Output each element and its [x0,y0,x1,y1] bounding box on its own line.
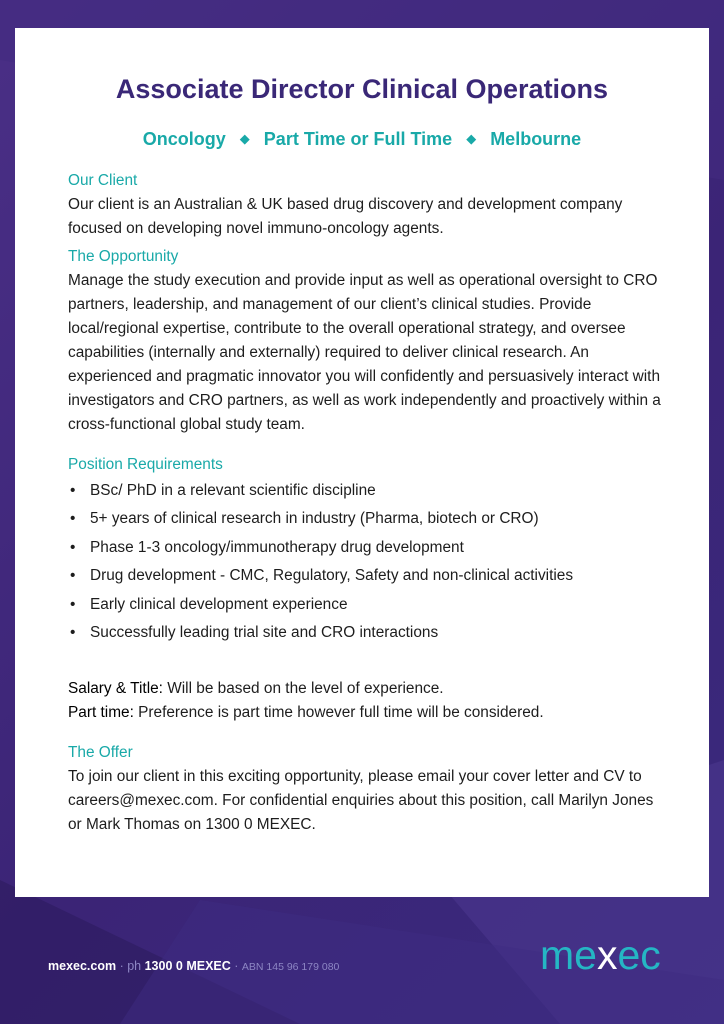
tag-location: Melbourne [490,129,582,149]
offer-text: To join our client in this exciting opportunity, please email your cover letter and CV to careers@mexec.com. For confidential enquiries about this position, call Marilyn Jones or Mark Thomas on 1300 0 MEXEC. [68,768,654,834]
parttime-label: Part time: [68,704,134,722]
parttime-text: Preference is part time however full time will be considered. [133,704,544,722]
offer-heading: The Offer [68,744,133,762]
separator: · [116,959,128,973]
parttime-line [68,701,668,725]
tag-specialty: Oncology [142,129,226,149]
client-text: Our client is an Australian & UK based drug discovery and development company focused on developing novel immuno-oncology agents. [68,196,623,237]
list-item: • Early clinical development experience [68,591,668,619]
job-tags [15,129,709,150]
list-item: • Drug development - CMC, Regulatory, Safety and non-clinical activities [68,562,668,590]
opportunity-heading: The Opportunity [68,248,179,265]
abn-number: ABN 145 96 179 080 [241,961,340,973]
opportunity-text: Manage the study execution and provide input as well as operational oversight to CRO partners, leadership, and management of our client’s clinical studies. Provide local/regional expertise, contribute to the overall operational strategy, and oversee capabilities (internally and externally) required to deliver clinical research. An experienced and pragmatic innovator you will confidently and persuasively interact with investigators and CRO partners, as well as work independently and proactively within a cross-functional global study team. [68,272,661,433]
footer-contact [48,959,339,973]
client-heading: Our Client [68,172,138,189]
job-description [68,169,668,837]
salary-text: Will be based on the level of experience. [162,680,444,698]
diamond-icon: ◆ [466,131,477,146]
content-card [15,28,709,897]
phone-label: ph [127,959,145,973]
salary-label: Salary & Title: [68,680,163,698]
requirements-heading: Position Requirements [68,456,223,473]
diamond-icon: ◆ [239,131,250,146]
tag-hours: Part Time or Full Time [263,129,453,149]
mexec-logo: mexec [540,932,661,978]
separator: · [230,959,242,973]
list-item: • Successfully leading trial site and CRO interactions [68,619,668,647]
salary-line [68,677,668,701]
list-item: • 5+ years of clinical research in industry (Pharma, biotech or CRO) [68,505,668,533]
list-item: • BSc/ PhD in a relevant scientific discipline [68,477,668,505]
page-title: Associate Director Clinical Operations [115,74,609,104]
list-item: • Phase 1-3 oncology/immunotherapy drug development [68,534,668,562]
website-link[interactable]: mexec.com [48,959,117,973]
phone-number[interactable]: 1300 0 MEXEC [144,959,231,973]
requirements-list [68,477,668,647]
